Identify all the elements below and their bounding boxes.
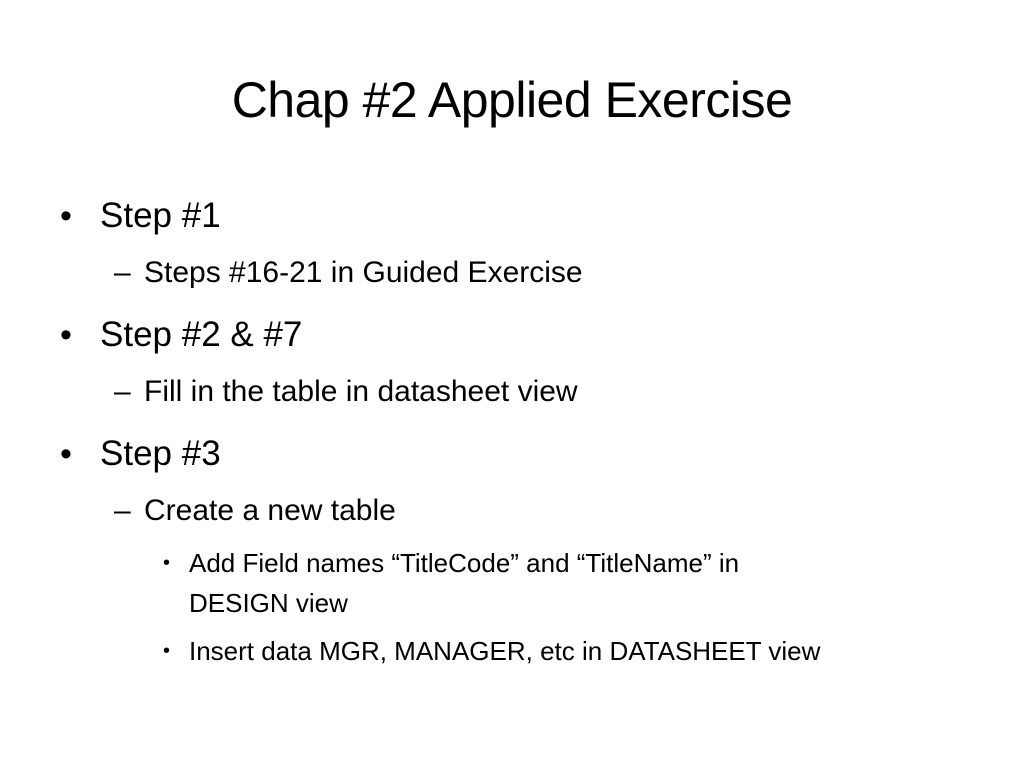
bullet-marker: • xyxy=(60,197,72,235)
sub-bullet-marker: – xyxy=(114,494,131,527)
bullet-step-3: Step #3 xyxy=(100,434,221,473)
sub-sub-bullet-field-names-line1: Add Field names “TitleCode” and “TitleName” in xyxy=(189,548,740,578)
sub-bullet-marker: – xyxy=(114,375,131,408)
sub-bullet-guided-exercise: Steps #16-21 in Guided Exercise xyxy=(144,256,583,289)
sub-bullet-marker: – xyxy=(114,256,131,289)
sub-bullet-datasheet-view: Fill in the table in datasheet view xyxy=(144,375,578,408)
bullet-step-2-7: Step #2 & #7 xyxy=(100,315,303,354)
bullet-marker: • xyxy=(60,316,72,354)
sub-sub-bullet-marker: • xyxy=(163,552,171,574)
sub-sub-bullet-marker: • xyxy=(163,640,171,662)
sub-sub-bullet-field-names-line2: DESIGN view xyxy=(189,588,348,618)
sub-sub-bullet-insert-data: Insert data MGR, MANAGER, etc in DATASHEET view xyxy=(189,636,821,666)
bullet-marker: • xyxy=(60,435,72,473)
bullet-step-1: Step #1 xyxy=(100,196,221,235)
slide-title: Chap #2 Applied Exercise xyxy=(231,72,793,128)
sub-bullet-create-table: Create a new table xyxy=(144,494,396,527)
